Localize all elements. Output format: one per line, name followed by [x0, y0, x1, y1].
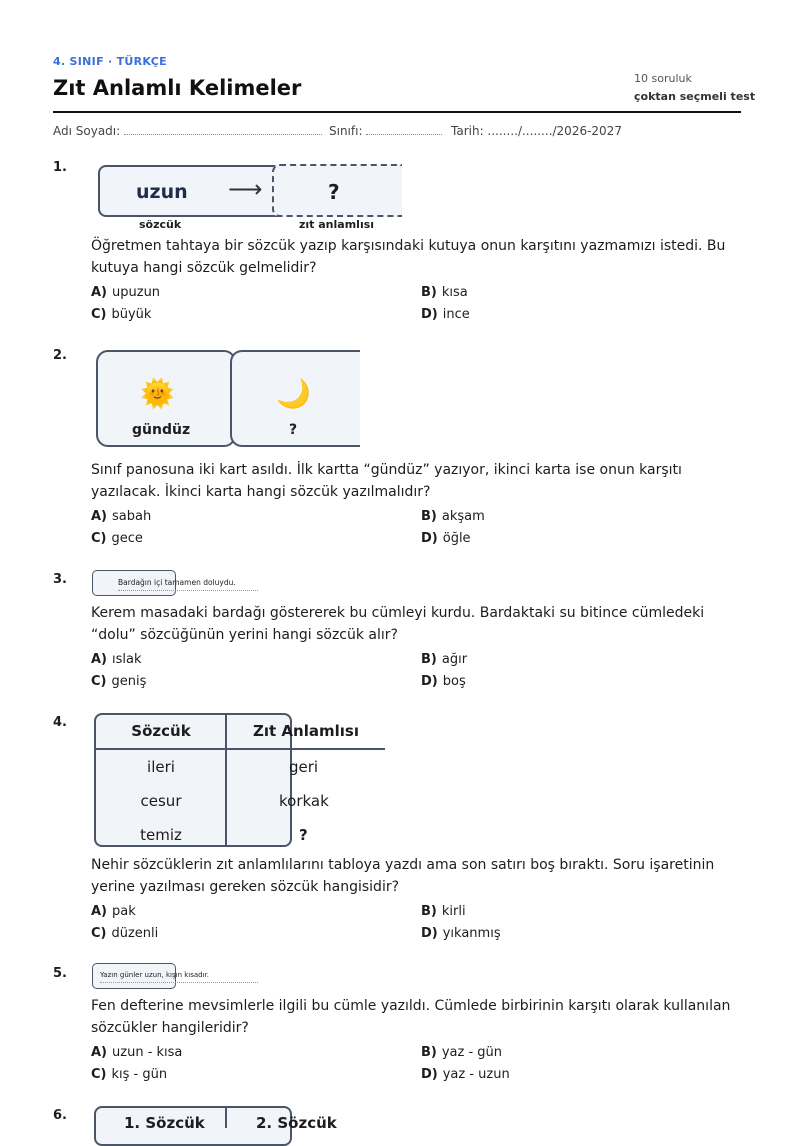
question-text: Sınıf panosuna iki kart asıldı. İlk kartta “gündüz” yazıyor, ikinci karta ise onun karşıtı yazılacak. İkinci karta hangi sözcük yazılmalıdır? — [91, 462, 682, 500]
name-label: Adı Soyadı: — [53, 124, 121, 138]
table-divider — [225, 1108, 227, 1128]
table-cell: geri — [289, 758, 319, 776]
sun-icon: 🌞 — [140, 377, 175, 410]
table-cell: ileri — [147, 758, 175, 776]
date-label: Tarih: ......../......../2026-2027 — [451, 124, 622, 138]
question-number: 1. — [53, 160, 67, 175]
question-text: Nehir sözcüklerin zıt anlamlılarını tabloya yazdı ama son satırı boş bıraktı. Soru işaretinin yerine yazılması gereken sözcük hangisidir? — [91, 857, 715, 895]
option-a[interactable]: A) sabah — [91, 509, 152, 524]
date-field — [451, 124, 622, 138]
option-b[interactable]: B) ağır — [421, 652, 468, 667]
option-b[interactable]: B) kirli — [421, 904, 466, 919]
table-row — [95, 784, 385, 818]
option-c[interactable]: C) geniş — [91, 674, 147, 689]
table-cell: ? — [299, 826, 308, 844]
question-number: 2. — [53, 348, 67, 363]
question-number: 5. — [53, 966, 67, 981]
caption-opposite: zıt anlamlısı — [299, 218, 375, 231]
option-d[interactable]: D) yaz - uzun — [421, 1067, 510, 1082]
answer-box — [272, 164, 402, 217]
class-label: Sınıfı: — [329, 124, 363, 138]
arrow-right-icon: ⟶ — [228, 175, 263, 203]
option-d[interactable]: D) yıkanmış — [421, 926, 501, 941]
name-field[interactable] — [53, 124, 322, 138]
option-a[interactable]: A) pak — [91, 904, 136, 919]
option-d[interactable]: D) öğle — [421, 531, 471, 546]
caption-word: sözcük — [139, 218, 182, 231]
question-number: 6. — [53, 1108, 67, 1123]
opposites-table — [95, 714, 385, 852]
sentence-text: Yazın günler uzun, kışın kısadır. — [100, 971, 258, 983]
question-text: Öğretmen tahtaya bir sözcük yazıp karşısındaki kutuya onun karşıtını yazmamızı istedi. Bu kutuya hangi sözcük gelmelidir? — [91, 238, 726, 276]
option-a[interactable]: A) uzun - kısa — [91, 1045, 183, 1060]
table-cell: korkak — [279, 792, 329, 810]
class-blank[interactable] — [366, 124, 442, 135]
question-text: Fen defterine mevsimlerle ilgili bu cümle yazıldı. Cümlede birbirinin karşıtı olarak kullanılan sözcükler hangileridir? — [91, 998, 731, 1036]
table-row — [95, 818, 385, 852]
moon-icon: 🌙 — [276, 377, 311, 410]
option-b[interactable]: B) akşam — [421, 509, 485, 524]
option-c[interactable]: C) büyük — [91, 307, 152, 322]
word-text: uzun — [136, 181, 188, 203]
question-count: 10 soruluk — [634, 72, 692, 85]
option-b[interactable]: B) yaz - gün — [421, 1045, 503, 1060]
option-c[interactable]: C) kış - gün — [91, 1067, 168, 1082]
question-number: 3. — [53, 572, 67, 587]
option-c[interactable]: C) gece — [91, 531, 143, 546]
page-title: Zıt Anlamlı Kelimeler — [53, 76, 302, 100]
table-cell: cesur — [140, 792, 182, 810]
card-night-label: ? — [289, 422, 298, 438]
option-d[interactable]: D) boş — [421, 674, 466, 689]
table-header: Zıt Anlamlısı — [227, 714, 385, 749]
table-header: 1. Sözcük — [124, 1114, 205, 1132]
option-c[interactable]: C) düzenli — [91, 926, 159, 941]
card-day-label: gündüz — [132, 422, 191, 438]
option-b[interactable]: B) kısa — [421, 285, 468, 300]
word-box — [98, 165, 288, 217]
question-text: Kerem masadaki bardağı göstererek bu cümleyi kurdu. Bardaktaki su bitince cümledeki “dolu” sözcüğünün yerini hangi sözcük alır? — [91, 605, 705, 643]
header-rule — [53, 111, 741, 113]
card-night — [230, 350, 360, 447]
table-header: Sözcük — [95, 714, 227, 749]
card-day — [96, 350, 236, 447]
question-number: 4. — [53, 715, 67, 730]
grade-label: 4. SINIF · TÜRKÇE — [53, 55, 167, 68]
question-mark: ? — [328, 180, 340, 204]
option-a[interactable]: A) ıslak — [91, 652, 142, 667]
test-type: çoktan seçmeli test — [634, 90, 756, 103]
class-field[interactable] — [329, 124, 442, 138]
option-a[interactable]: A) upuzun — [91, 285, 161, 300]
sentence-text: Bardağın içi tamamen doluydu. — [118, 578, 258, 591]
name-blank[interactable] — [124, 124, 322, 135]
table-row — [95, 749, 385, 784]
option-d[interactable]: D) ince — [421, 307, 470, 322]
table-header: 2. Sözcük — [256, 1114, 337, 1132]
table-cell: temiz — [140, 826, 182, 844]
